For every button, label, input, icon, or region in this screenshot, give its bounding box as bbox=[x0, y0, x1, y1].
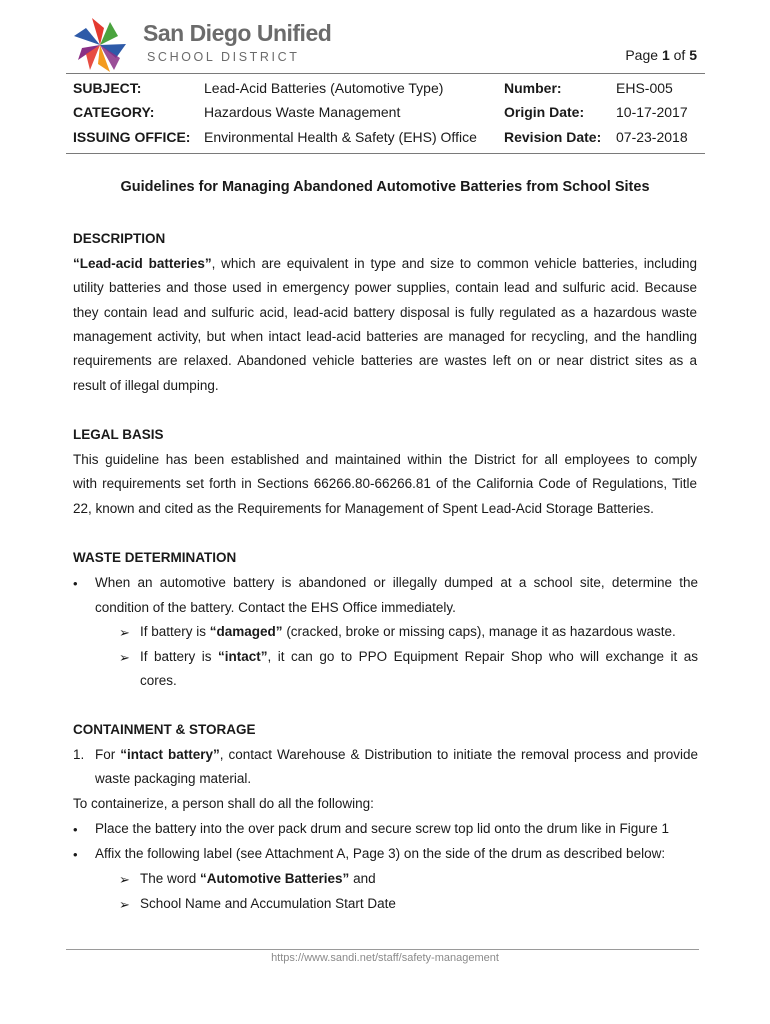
org-subtitle: SCHOOL DISTRICT bbox=[147, 50, 300, 64]
district-logo-icon bbox=[70, 14, 130, 76]
footer-rule bbox=[66, 949, 699, 950]
arrow-bullet-icon: ➢ bbox=[119, 650, 130, 665]
legal-line-1: This guideline has been established and maintained within the District for all employees to comply bbox=[73, 452, 697, 467]
bullet-icon: • bbox=[73, 822, 78, 837]
footer-url[interactable]: https://www.sandi.net/staff/safety-management bbox=[271, 952, 499, 964]
containment-heading: CONTAINMENT & STORAGE bbox=[73, 722, 256, 737]
arrow-bullet-icon: ➢ bbox=[119, 872, 130, 887]
document-title: Guidelines for Managing Abandoned Automotive Batteries from School Sites bbox=[120, 179, 650, 195]
waste-sub-damaged: If battery is “damaged” (cracked, broke or missing caps), manage it as hazardous waste. bbox=[140, 624, 676, 639]
description-line-3: they contain lead and sulfuric acid, lead-acid battery disposal is fully regulated as a hazardous waste bbox=[73, 305, 697, 320]
containment-sub-2: School Name and Accumulation Start Date bbox=[140, 896, 396, 911]
waste-sub-intact: If battery is “intact”, it can go to PPO Equipment Repair Shop who will exchange it as bbox=[140, 649, 699, 664]
issuing-office-label: ISSUING OFFICE: bbox=[73, 129, 191, 145]
issuing-office-value: Environmental Health & Safety (EHS) Office bbox=[204, 129, 477, 145]
number-value: EHS-005 bbox=[616, 80, 673, 96]
subject-label: SUBJECT: bbox=[73, 80, 142, 96]
description-line-5: requirements are relaxed. Abandoned vehicle batteries are wastes left on or near district sites as a bbox=[73, 353, 697, 368]
number-label: Number: bbox=[504, 80, 562, 96]
waste-determination-heading: WASTE DETERMINATION bbox=[73, 550, 237, 565]
subject-value: Lead-Acid Batteries (Automotive Type) bbox=[204, 80, 444, 96]
origin-date-value: 10-17-2017 bbox=[616, 104, 688, 120]
category-label: CATEGORY: bbox=[73, 104, 155, 120]
containment-bullet-2: Affix the following label (see Attachment A, Page 3) on the side of the drum as described below: bbox=[95, 846, 666, 861]
description-line-2: utility batteries and those used in emergency power supplies, contain lead and sulfuric acid. Because bbox=[73, 280, 697, 295]
header-rule bbox=[66, 73, 705, 74]
description-line-4: management activity, but when intact lead-acid batteries are managed for recycling, and the handling bbox=[73, 329, 697, 344]
containment-bullet-1: Place the battery into the over pack drum and secure screw top lid onto the drum like in Figure 1 bbox=[95, 821, 670, 836]
legal-line-3: 22, known and cited as the Requirements for Management of Spent Lead-Acid Storage Batteries. bbox=[73, 501, 654, 516]
containment-intro: To containerize, a person shall do all the following: bbox=[73, 796, 374, 811]
arrow-bullet-icon: ➢ bbox=[119, 897, 130, 912]
revision-date-value: 07-23-2018 bbox=[616, 129, 688, 145]
description-heading: DESCRIPTION bbox=[73, 231, 166, 246]
org-name: San Diego Unified bbox=[143, 20, 332, 46]
waste-sub-intact-line-2: cores. bbox=[140, 673, 177, 688]
legal-line-2: with requirements set forth in Sections 66266.80-66266.81 of the California Code of Regulations, Title bbox=[73, 476, 697, 491]
arrow-bullet-icon: ➢ bbox=[119, 625, 130, 640]
bullet-icon: • bbox=[73, 576, 78, 591]
containment-item-1: For “intact battery”, contact Warehouse & Distribution to initiate the removal process and provide bbox=[95, 747, 698, 762]
waste-bullet-line-1: When an automotive battery is abandoned or illegally dumped at a school site, determine the bbox=[95, 575, 698, 590]
origin-date-label: Origin Date: bbox=[504, 104, 585, 120]
description-line-6: result of illegal dumping. bbox=[73, 378, 219, 393]
description-line-1: “Lead-acid batteries”, which are equivalent in type and size to common vehicle batteries, including bbox=[73, 256, 697, 271]
legal-basis-heading: LEGAL BASIS bbox=[73, 427, 164, 442]
waste-bullet-line-2: condition of the battery. Contact the EHS Office immediately. bbox=[95, 600, 456, 615]
containment-item-1-line-2: waste packaging material. bbox=[95, 771, 252, 786]
item-number: 1. bbox=[73, 747, 85, 762]
revision-date-label: Revision Date: bbox=[504, 129, 602, 145]
bullet-icon: • bbox=[73, 847, 78, 862]
category-value: Hazardous Waste Management bbox=[204, 104, 401, 120]
meta-rule bbox=[66, 153, 705, 154]
containment-sub-1: The word “Automotive Batteries” and bbox=[140, 871, 376, 886]
page-number: Page 1 of 5 bbox=[625, 47, 697, 63]
